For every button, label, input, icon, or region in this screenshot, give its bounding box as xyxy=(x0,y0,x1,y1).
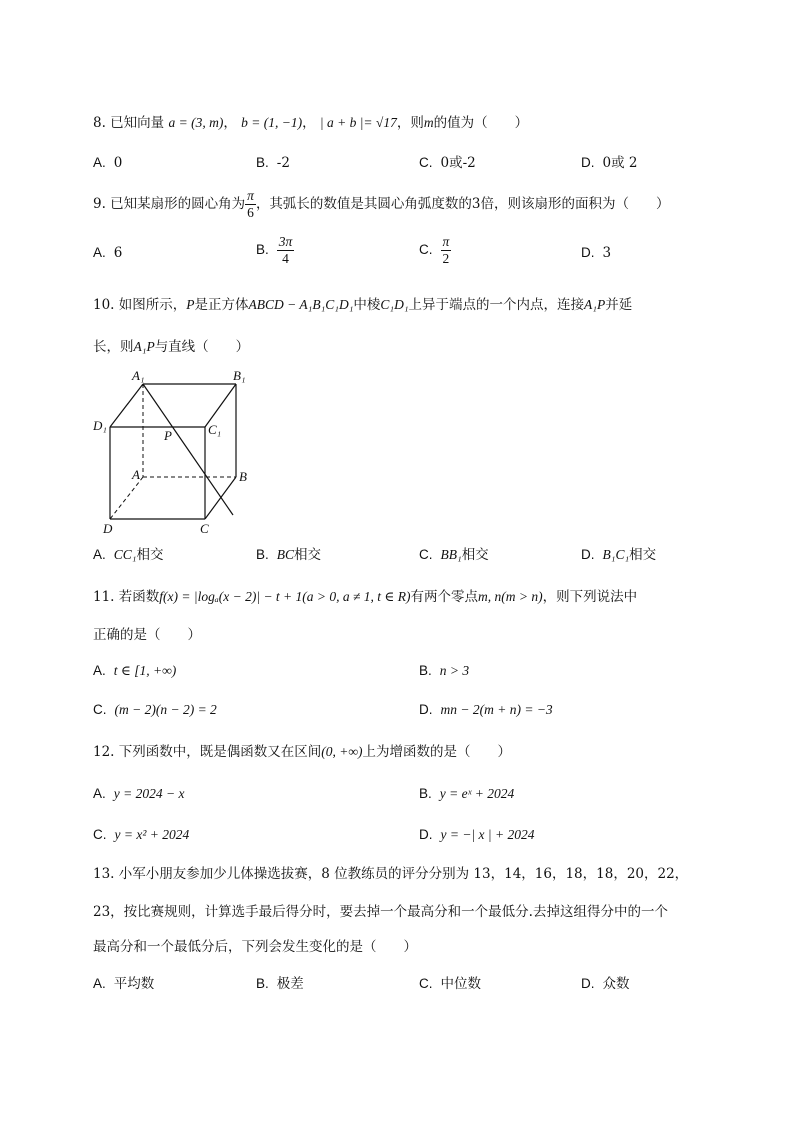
magnitude-condition: | a + b |= √17 xyxy=(319,115,397,130)
q12-option-b[interactable]: B. y = eˣ + 2024 xyxy=(419,786,515,801)
cube-figure xyxy=(93,367,263,537)
q9-option-b[interactable]: B. $\frac{3\pi}{4}$ xyxy=(256,234,293,266)
q11-option-a[interactable]: A. t ∈ [1, +∞) xyxy=(93,663,177,678)
label-a: A xyxy=(132,467,140,482)
label-c: C xyxy=(200,521,209,536)
q10-option-c[interactable]: C. BB₁相交 xyxy=(419,547,489,563)
vector-a-definition: a = (3, m) xyxy=(168,115,224,130)
q13-option-a[interactable]: A. 平均数 xyxy=(93,976,155,992)
label-b1: B₁ xyxy=(233,368,246,383)
q11-option-b[interactable]: B. n > 3 xyxy=(419,663,470,678)
question-13-stem-line1: 13. 小军小朋友参加少儿体操选拔赛，8 位教练员的评分分别为 13，14，16，18，18，20，22， xyxy=(93,866,689,882)
q13-option-c[interactable]: C. 中位数 xyxy=(419,976,481,992)
label-p: P xyxy=(164,428,172,443)
edge-d1a1 xyxy=(110,384,143,427)
q12-option-c[interactable]: C. y = x² + 2024 xyxy=(93,827,190,842)
q13-option-b[interactable]: B. 极差 xyxy=(256,976,304,992)
label-d: D xyxy=(103,521,113,536)
q8-option-b[interactable]: B. -2 xyxy=(256,155,290,171)
q11-option-d[interactable]: D. mn − 2(m + n) = −3 xyxy=(419,702,553,717)
q11-option-c[interactable]: C. (m − 2)(n − 2) = 2 xyxy=(93,702,217,717)
q10-option-b[interactable]: B. BC相交 xyxy=(256,547,322,563)
q12-option-a[interactable]: A. y = 2024 − x xyxy=(93,786,185,801)
question-11-stem-line2: 正确的是（ ） xyxy=(93,627,201,643)
q9-option-a[interactable]: A. 6 xyxy=(93,245,123,261)
q13-option-d[interactable]: D. 众数 xyxy=(581,976,630,992)
angle-fraction: $\frac{\pi}{6}$ xyxy=(247,188,254,220)
q10-option-d[interactable]: D. B₁C₁相交 xyxy=(581,547,657,563)
q9-option-c[interactable]: C. $\frac{\pi}{2}$ xyxy=(419,234,450,266)
question-9-stem: 9. 已知某扇形的圆心角为 $\frac{\pi}{6}$ ，其弧长的数值是其圆心角弧度数的3倍，则该扇形的面积为（ ） xyxy=(93,188,670,220)
function-definition: f(x) = |logₐ(x − 2)| − t + 1(a > 0, a ≠ 1, t ∈ R) xyxy=(159,589,411,604)
label-a1: A₁ xyxy=(132,368,145,383)
vector-b-definition: b = (1, −1) xyxy=(241,115,303,130)
question-11-stem-line1: 11. 若函数f(x) = |logₐ(x − 2)| − t + 1(a > 0, a ≠ 1, t ∈ R)有两个零点m, n(m > n)，则下列说法中 xyxy=(93,589,638,605)
q8-option-d[interactable]: D. 0或 2 xyxy=(581,155,638,171)
question-10-stem-line2: 长，则A₁P与直线（ ） xyxy=(93,339,250,355)
question-13-stem-line2: 23，按比赛规则，计算选手最后得分时，要去掉一个最高分和一个最低分.去掉这组得分中的一个 xyxy=(93,904,668,920)
label-b: B xyxy=(239,469,247,484)
hidden-edge-ad xyxy=(110,477,143,519)
question-8-stem: 8. 已知向量 a = (3, m)， b = (1, −1)， | a + b |= √17，则m的值为（ ） xyxy=(93,115,529,131)
question-12-stem: 12. 下列函数中，既是偶函数又在区间(0, +∞)上为增函数的是（ ） xyxy=(93,744,511,760)
label-c1: C₁ xyxy=(208,422,222,437)
question-10-stem-line1: 10. 如图所示，P是正方体ABCD − A₁B₁C₁D₁中棱C₁D₁上异于端点的一个内点，连接A₁P并延 xyxy=(93,297,633,313)
edge-b1c1 xyxy=(205,384,236,427)
label-d1: D₁ xyxy=(93,418,107,433)
q9-option-d[interactable]: D. 3 xyxy=(581,245,612,261)
question-13-stem-line3: 最高分和一个最低分后，下列会发生变化的是（ ） xyxy=(93,939,417,955)
q12-option-d[interactable]: D. y = −| x | + 2024 xyxy=(419,827,535,842)
q8-option-c[interactable]: C. 0或-2 xyxy=(419,155,476,171)
q8-option-a[interactable]: A. 0 xyxy=(93,155,123,171)
line-a1p-extended xyxy=(143,384,233,515)
q10-option-a[interactable]: A. CC₁相交 xyxy=(93,547,164,563)
